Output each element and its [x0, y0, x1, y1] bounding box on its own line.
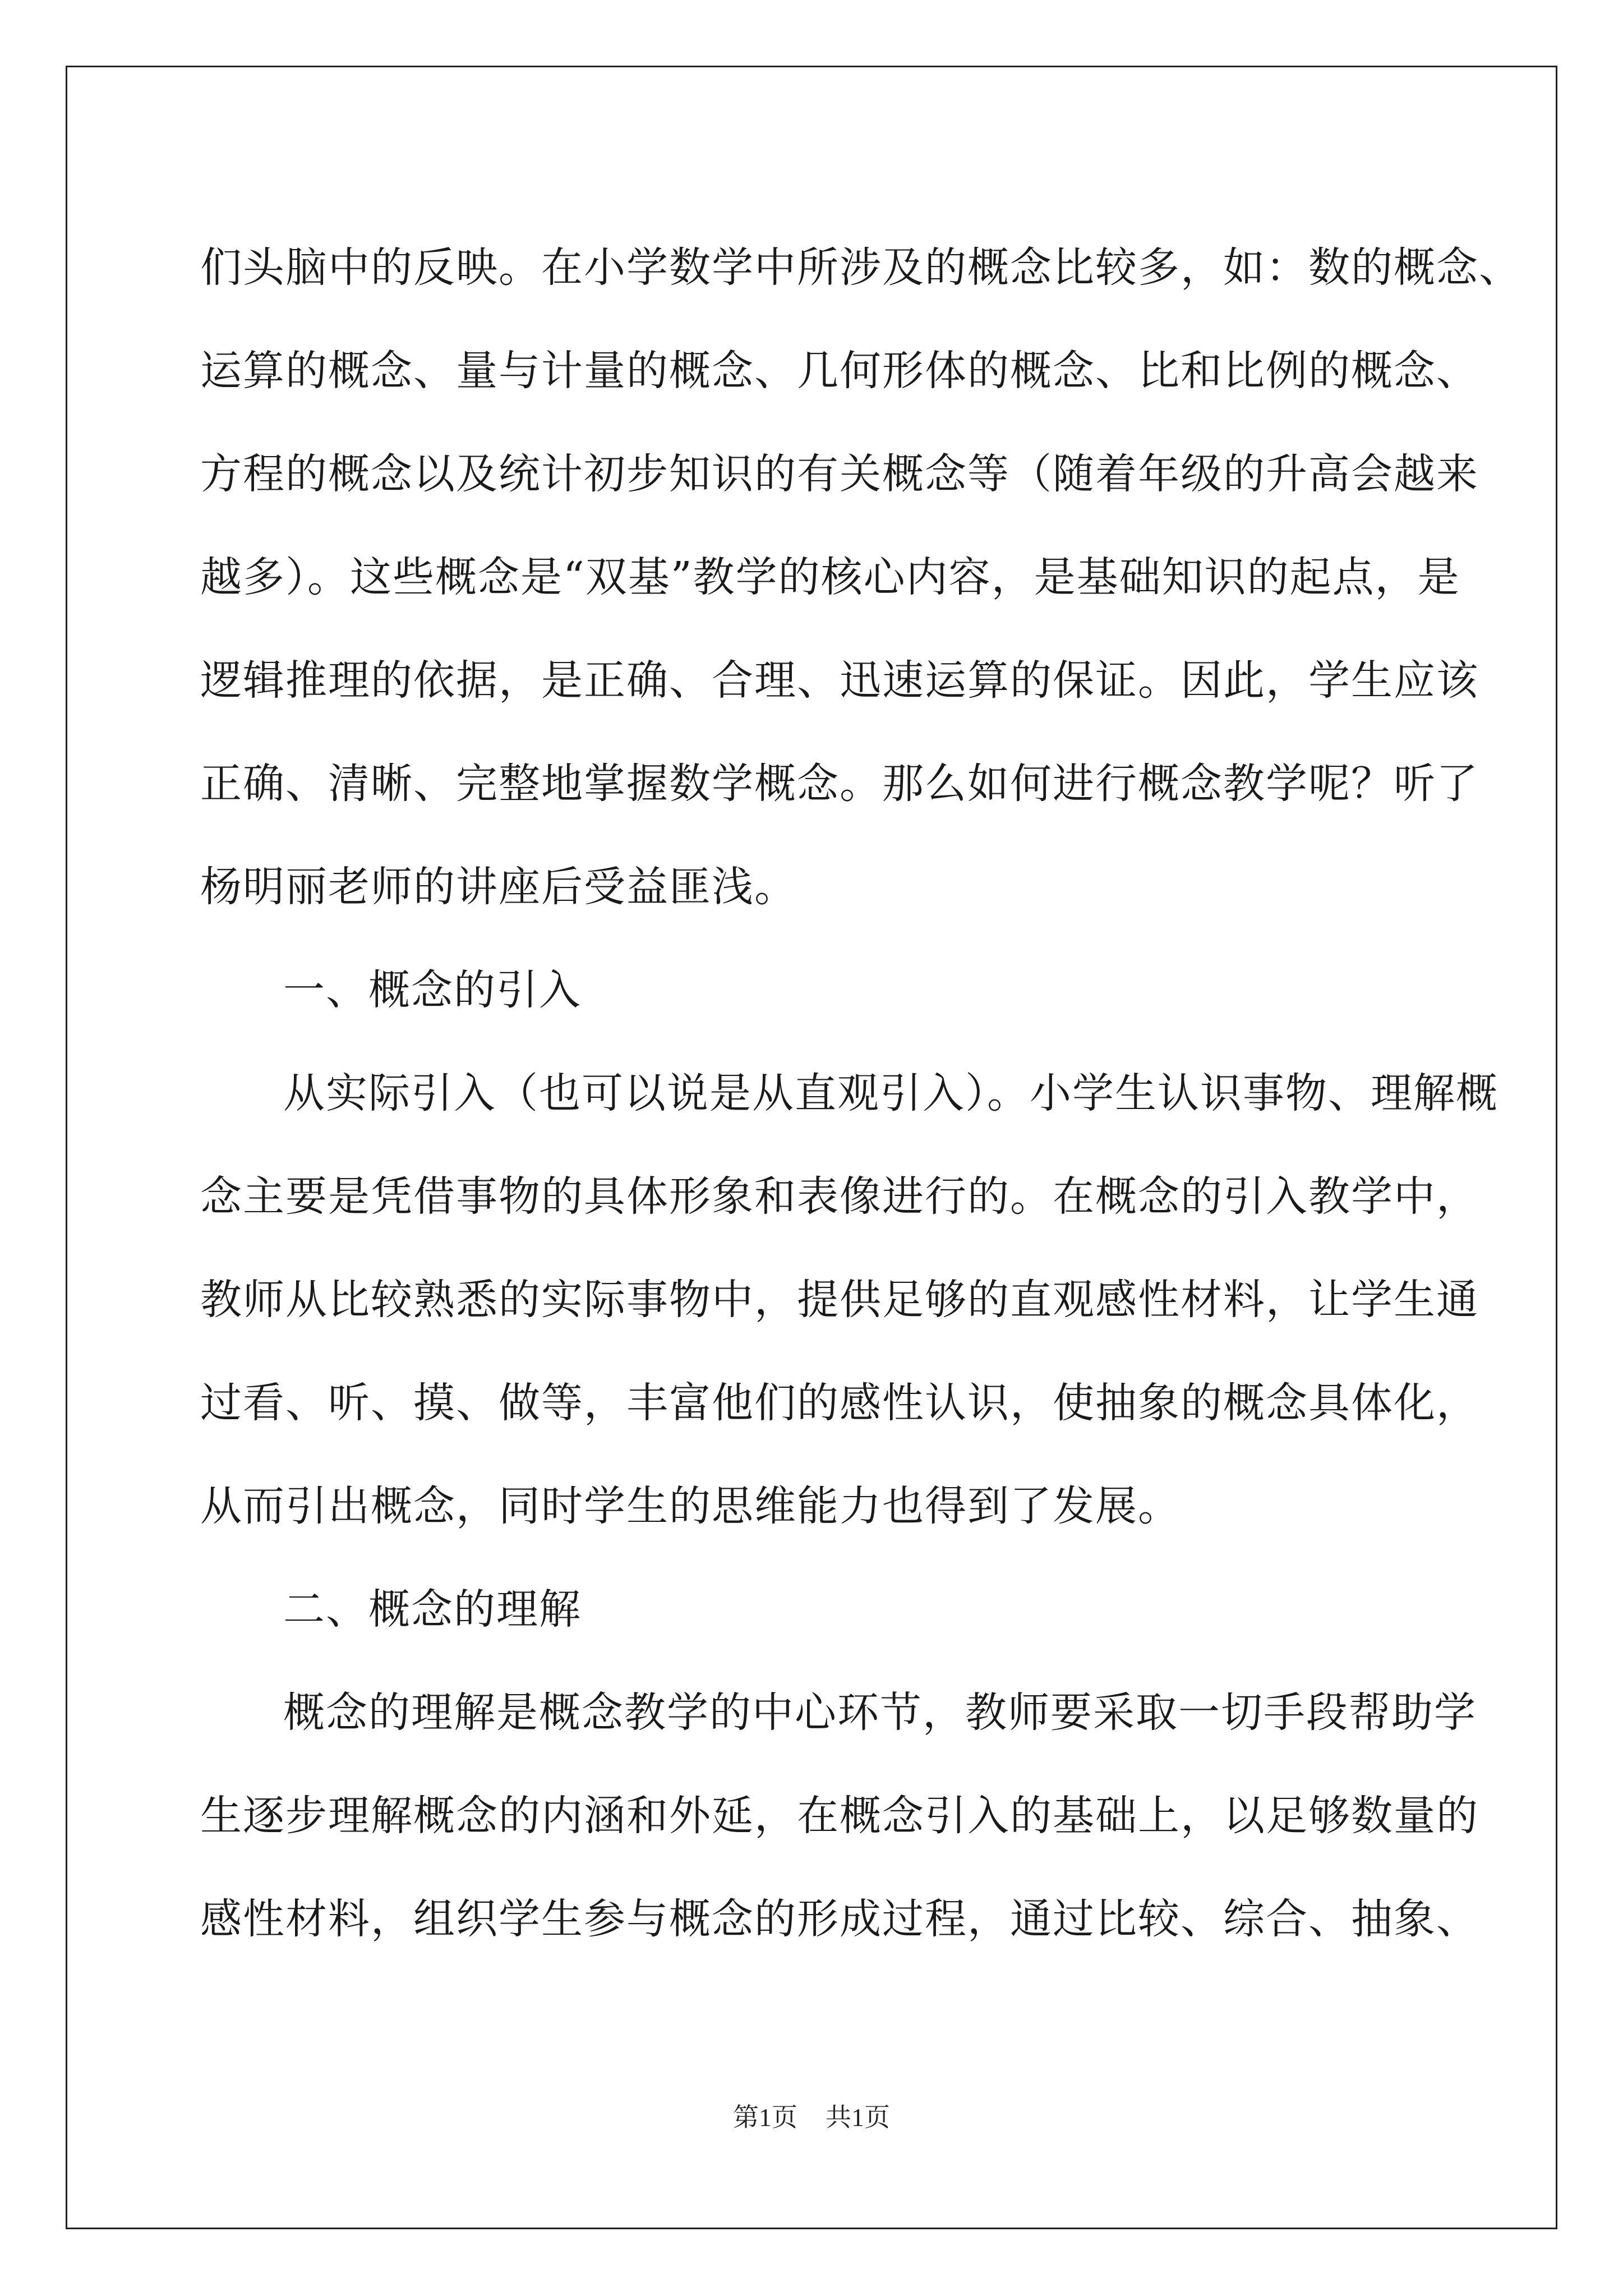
text-line: 教师从比较熟悉的实际事物中，提供足够的直观感性材料，让学生通 [200, 1276, 1479, 1324]
document-body [200, 216, 1521, 1971]
text-line: 感性材料，组织学生参与概念的形成过程，通过比较、综合、抽象、 [200, 1895, 1479, 1943]
text-line: 运算的概念、量与计量的概念、几何形体的概念、比和比例的概念、 [200, 347, 1479, 395]
text-line: 正确、清晰、完整地掌握数学概念。那么如何进行概念教学呢？听了 [200, 760, 1479, 808]
text-line: 们头脑中的反映。在小学数学中所涉及的概念比较多，如：数的概念、 [200, 243, 1521, 292]
text-line: 杨明丽老师的讲座后受益匪浅。 [200, 863, 797, 911]
text-line: 方程的概念以及统计初步知识的有关概念等（随着年级的升高会越来 [200, 450, 1479, 498]
text-line: 从实际引入（也可以说是从直观引入）。小学生认识事物、理解概 [283, 1069, 1498, 1117]
page-footer [0, 2101, 1623, 2134]
text-line: 过看、听、摸、做等，丰富他们的感性认识，使抽象的概念具体化， [200, 1379, 1479, 1427]
text-line: 一、概念的引入 [283, 966, 582, 1014]
page-number: 第1页 [733, 2103, 797, 2132]
text-line: 念主要是凭借事物的具体形象和表像进行的。在概念的引入教学中， [200, 1172, 1479, 1221]
text-line: 二、概念的理解 [283, 1585, 582, 1634]
text-line: 概念的理解是概念教学的中心环节，教师要采取一切手段帮助学 [283, 1688, 1477, 1737]
text-line: 越多）。这些概念是“双基”教学的核心内容，是基础知识的起点，是 [200, 553, 1460, 601]
text-line: 逻辑推理的依据，是正确、合理、迅速运算的保证。因此，学生应该 [200, 656, 1479, 705]
page-count: 共1页 [826, 2103, 890, 2132]
text-line: 生逐步理解概念的内涵和外延，在概念引入的基础上，以足够数量的 [200, 1792, 1479, 1840]
text-line: 从而引出概念，同时学生的思维能力也得到了发展。 [200, 1482, 1181, 1530]
